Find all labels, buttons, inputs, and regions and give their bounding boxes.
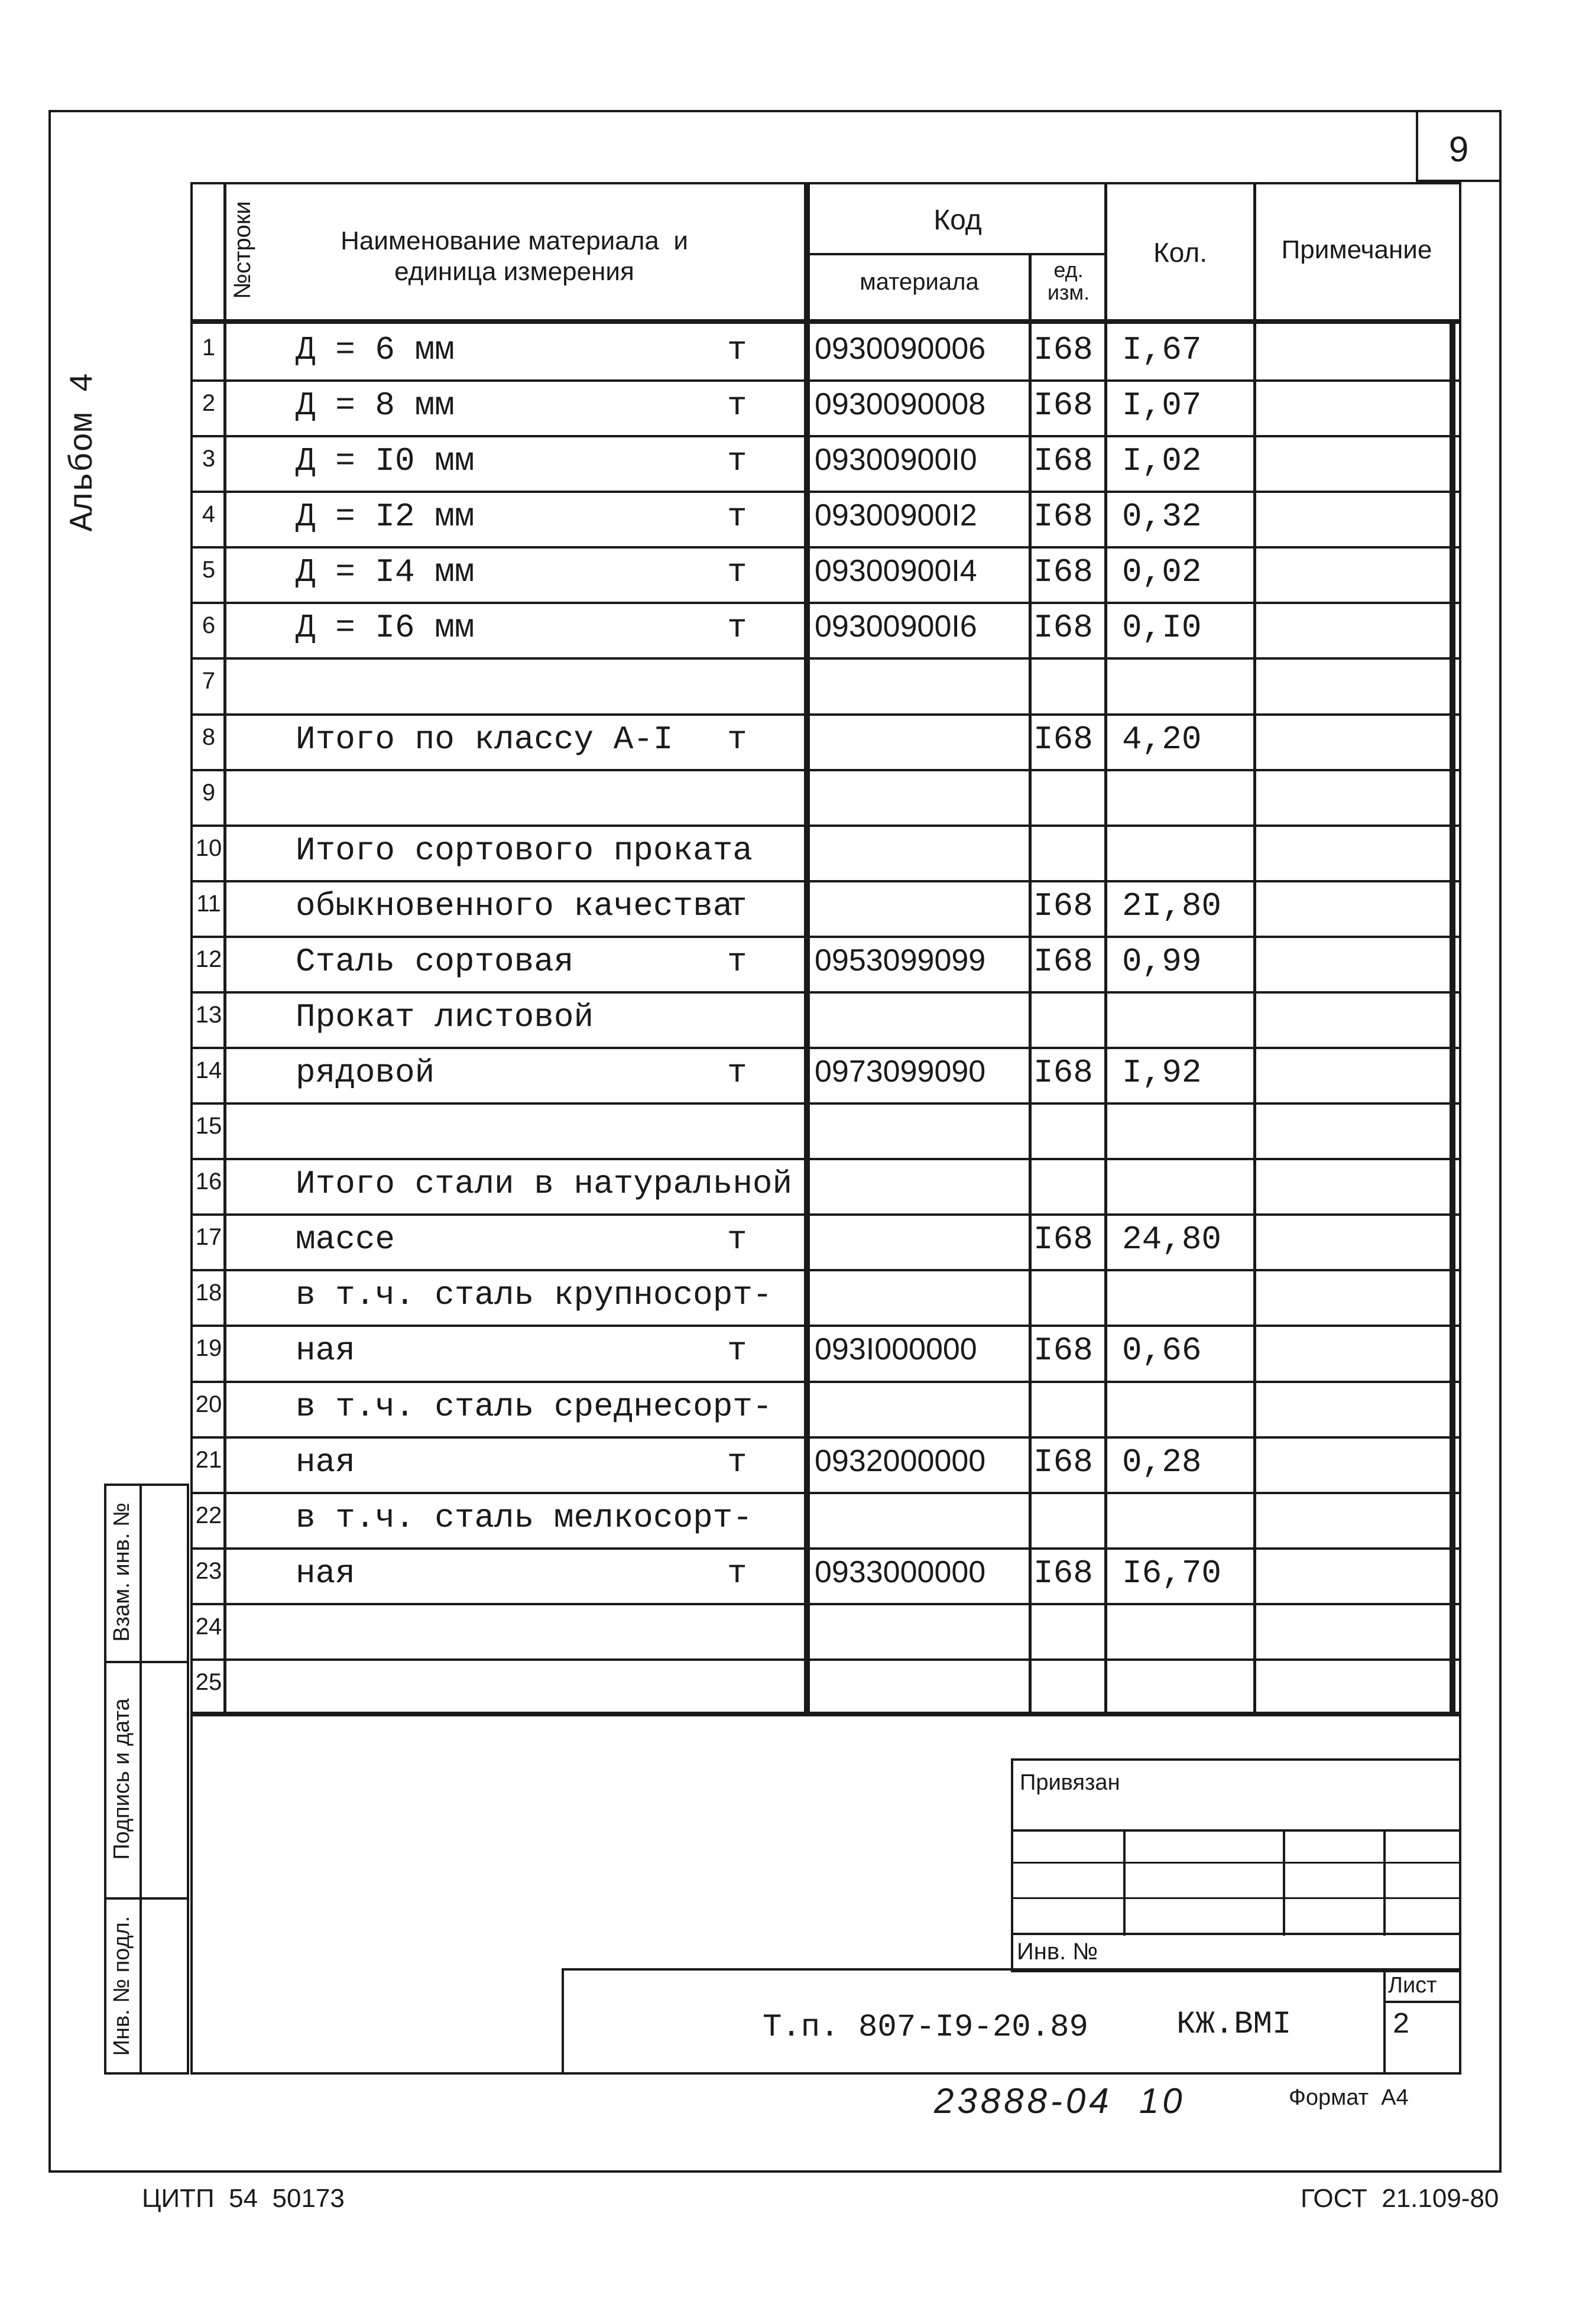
side-stamp-sep1 (104, 1661, 189, 1663)
row-name: в т.ч. сталь среднесорт- (296, 1388, 773, 1426)
row-number: 9 (202, 780, 216, 806)
row-name: Прокат листовой (296, 998, 594, 1036)
row-number: 10 (195, 835, 222, 861)
row-unit-code: I68 (1033, 387, 1093, 424)
row-separator (190, 1658, 1461, 1661)
row-separator (190, 1047, 1461, 1049)
row-unit-code: I68 (1033, 442, 1093, 480)
row-code: 09300900I0 (815, 443, 977, 477)
row-unit-code: I68 (1033, 331, 1093, 369)
row-number: 15 (195, 1113, 222, 1139)
row-qty: I,07 (1122, 387, 1202, 424)
row-separator (190, 1213, 1461, 1216)
header-divider (190, 319, 1461, 324)
drawing-mark: КЖ.ВМI (1176, 2007, 1292, 2043)
row-name: Итого стали в натуральной (296, 1165, 793, 1203)
row-qty: 4,20 (1122, 720, 1202, 758)
row-unit-code: I68 (1033, 1554, 1093, 1592)
row-separator (190, 1603, 1461, 1605)
privyazan-hline4 (1011, 1933, 1461, 1935)
row-qty: 0,02 (1122, 553, 1202, 591)
header-note: Примечание (1281, 235, 1432, 264)
row-separator (190, 1547, 1461, 1550)
row-unit: т (727, 1332, 747, 1369)
row-code: 0930090006 (815, 332, 986, 366)
row-separator (190, 769, 1461, 771)
row-qty: I6,70 (1122, 1554, 1222, 1592)
row-unit-code: I68 (1033, 1443, 1093, 1481)
row-separator (190, 657, 1461, 660)
col-line-rowno (223, 182, 226, 1714)
row-number: 11 (196, 891, 221, 917)
row-unit: т (727, 1054, 747, 1092)
row-name: Д = I4 мм (296, 553, 475, 591)
privyazan-hline3 (1011, 1897, 1461, 1899)
row-number: 16 (195, 1169, 222, 1195)
row-code: 09300900I4 (815, 554, 977, 588)
row-name: Итого по классу А-I (296, 720, 673, 758)
col-line-qty (1104, 182, 1107, 1714)
row-unit-code: I68 (1033, 720, 1093, 758)
page-number: 9 (1448, 129, 1469, 169)
album-label: Альбом 4 (64, 372, 102, 532)
row-number: 6 (202, 612, 216, 638)
row-qty: I,02 (1122, 442, 1202, 480)
row-code: 093I000000 (815, 1332, 977, 1367)
row-name: массе (296, 1221, 395, 1258)
row-unit: т (727, 887, 747, 925)
row-unit: т (727, 609, 747, 647)
row-separator (190, 491, 1461, 493)
row-separator (190, 379, 1461, 382)
row-name: ная (296, 1332, 355, 1369)
row-name: в т.ч. сталь мелкосорт- (296, 1499, 753, 1537)
row-separator (190, 825, 1461, 827)
row-unit: т (727, 1554, 747, 1592)
row-qty: 0,99 (1122, 943, 1202, 981)
stamp-vzam: Взам. инв. № (109, 1502, 134, 1642)
row-number: 24 (195, 1614, 222, 1640)
col-line-unit (1029, 254, 1032, 1714)
row-code: 0932000000 (815, 1444, 986, 1478)
row-name: в т.ч. сталь крупносорт- (296, 1276, 773, 1314)
row-number: 5 (202, 557, 216, 583)
row-separator (190, 1436, 1461, 1439)
row-name: Сталь сортовая (296, 943, 574, 981)
row-separator (190, 936, 1461, 938)
row-qty: 0,32 (1122, 498, 1202, 535)
inv-no-label: Инв. № (1017, 1939, 1098, 1965)
footer-right: ГОСТ 21.109-80 (1301, 2184, 1499, 2213)
row-qty: I,67 (1122, 331, 1202, 369)
row-number: 13 (195, 1002, 222, 1028)
privyazan-vline2 (1283, 1829, 1285, 1936)
row-unit: т (727, 1221, 747, 1258)
row-unit-code: I68 (1033, 498, 1093, 535)
row-unit: т (727, 331, 747, 369)
row-name: Итого сортового проката (296, 832, 753, 869)
side-stamp-divider (140, 1484, 142, 2075)
row-code: 09300900I2 (815, 498, 977, 533)
row-separator (190, 1158, 1461, 1160)
row-name: ная (296, 1554, 355, 1592)
row-unit-code: I68 (1033, 609, 1093, 647)
stamp-podpis: Подпись и дата (109, 1698, 134, 1860)
row-separator (190, 602, 1461, 604)
row-name: Д = 6 мм (296, 331, 455, 369)
row-name: Д = 8 мм (296, 387, 455, 424)
row-unit: т (727, 720, 747, 758)
row-separator (190, 1325, 1461, 1327)
row-separator (190, 435, 1461, 437)
row-code: 0973099090 (815, 1054, 986, 1089)
sheet-divider (1383, 1968, 1386, 2075)
row-number: 17 (195, 1224, 222, 1250)
row-unit-code: I68 (1033, 887, 1093, 925)
row-qty: I,92 (1122, 1054, 1202, 1092)
row-qty: 0,28 (1122, 1443, 1202, 1481)
row-separator (190, 991, 1461, 994)
stamp-inv: Инв. № подл. (109, 1916, 134, 2056)
privyazan-label: Привязан (1020, 1770, 1120, 1795)
row-separator (190, 1381, 1461, 1383)
row-name: обыкновенного качества (296, 887, 733, 925)
sheet-hline (1383, 2001, 1461, 2003)
row-separator (190, 1269, 1461, 1271)
row-name: рядовой (296, 1054, 435, 1092)
row-number: 22 (195, 1502, 222, 1528)
row-unit: т (727, 498, 747, 535)
table-right-thick (1450, 319, 1455, 1714)
header-rowno: №строки (229, 201, 255, 299)
row-number: 12 (195, 946, 222, 972)
col-line-note (1253, 182, 1256, 1714)
header-qty: Кол. (1153, 237, 1207, 268)
row-number: 8 (202, 724, 216, 750)
privyazan-hline2 (1011, 1862, 1461, 1864)
row-unit-code: I68 (1033, 1332, 1093, 1369)
row-unit: т (727, 442, 747, 480)
footer-left: ЦИТП 54 50173 (142, 2184, 345, 2213)
row-qty: 24,80 (1122, 1221, 1222, 1258)
row-code: 0953099099 (815, 943, 986, 978)
row-number: 4 (202, 501, 216, 527)
row-separator (190, 546, 1461, 548)
row-code: 0930090008 (815, 387, 986, 421)
header-code-unit: ед. изм. (1047, 258, 1090, 304)
handwritten-number: 23888-04 10 (934, 2081, 1186, 2121)
row-unit-code: I68 (1033, 1221, 1093, 1258)
row-unit-code: I68 (1033, 1054, 1093, 1092)
header-code-material: материала (860, 269, 979, 295)
row-number: 2 (202, 390, 216, 416)
col-line-code (804, 182, 810, 1714)
privyazan-vline3 (1383, 1829, 1386, 1936)
row-number: 7 (202, 668, 216, 694)
row-unit: т (727, 1443, 747, 1481)
row-unit-code: I68 (1033, 943, 1093, 981)
row-number: 14 (195, 1057, 222, 1083)
row-separator (190, 713, 1461, 716)
row-code: 09300900I6 (815, 609, 977, 644)
row-unit: т (727, 387, 747, 424)
row-number: 23 (195, 1558, 222, 1584)
sheet-label: Лист (1388, 1973, 1437, 1998)
row-separator (190, 1492, 1461, 1494)
row-number: 19 (195, 1335, 222, 1361)
row-qty: 2I,80 (1122, 887, 1222, 925)
header-code: Код (933, 205, 982, 236)
row-separator (190, 1102, 1461, 1105)
privyazan-vline1 (1123, 1829, 1126, 1936)
row-name: Д = I0 мм (296, 442, 475, 480)
row-name: ная (296, 1443, 355, 1481)
format-label: Формат А4 (1289, 2085, 1409, 2110)
privyazan-hline1 (1011, 1829, 1461, 1832)
row-name: Д = I6 мм (296, 609, 475, 647)
code-subheader-line (804, 253, 1105, 255)
designation: Т.п. 807-I9-20.89 (763, 2010, 1088, 2046)
sheet-number: 2 (1392, 2008, 1411, 2042)
row-number: 20 (195, 1391, 222, 1417)
row-code: 0933000000 (815, 1555, 986, 1589)
row-qty: 0,66 (1122, 1332, 1202, 1369)
row-separator (190, 880, 1461, 882)
row-unit-code: I68 (1033, 553, 1093, 591)
row-number: 18 (195, 1280, 222, 1306)
row-number: 21 (195, 1447, 222, 1473)
header-name: Наименование материала и единица измерения (341, 226, 688, 286)
row-qty: 0,I0 (1122, 609, 1202, 647)
row-number: 1 (202, 335, 216, 361)
row-number: 3 (202, 446, 216, 472)
row-unit: т (727, 553, 747, 591)
row-unit: т (727, 943, 747, 981)
row-name: Д = I2 мм (296, 498, 475, 535)
side-stamp-sep2 (104, 1897, 189, 1900)
row-number: 25 (195, 1669, 222, 1695)
